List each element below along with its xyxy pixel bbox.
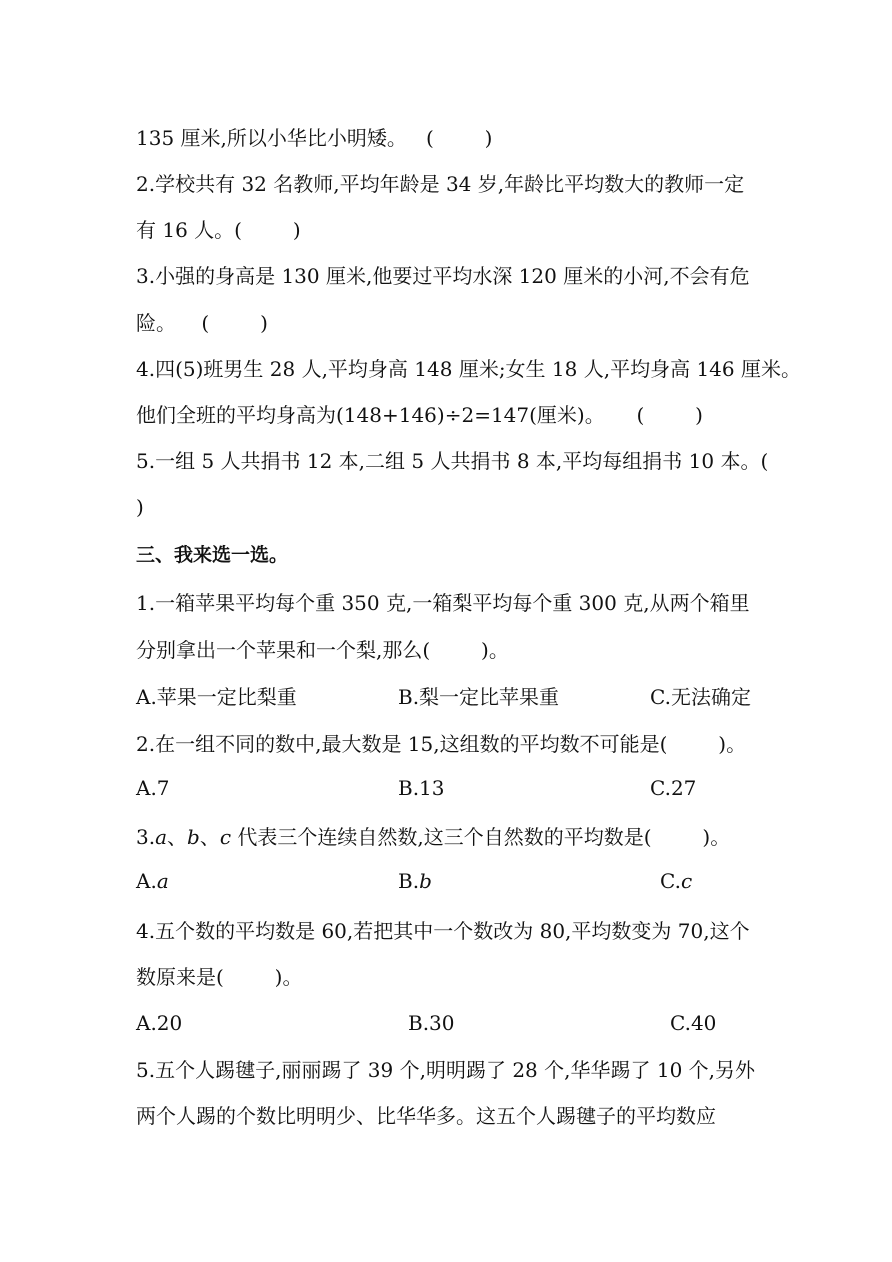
choice-q4-option-a: A.20 bbox=[136, 1011, 183, 1035]
choice-q1-option-a: A.苹果一定比梨重 bbox=[136, 685, 297, 709]
choice-q5-line1: 5.五个人踢毽子,丽丽踢了 39 个,明明踢了 28 个,华华踢了 10 个,另外 bbox=[136, 1058, 756, 1082]
q3-sep1: 、 bbox=[167, 825, 188, 849]
judge-q2-line2: 有 16 人。( ) bbox=[136, 218, 301, 242]
q3-var-a: a bbox=[155, 825, 168, 849]
judge-q3-line2: 险。 ( ) bbox=[136, 311, 268, 335]
judge-q2-line1: 2.学校共有 32 名教师,平均年龄是 34 岁,年龄比平均数大的教师一定 bbox=[136, 172, 745, 196]
choice-q3-option-a bbox=[136, 868, 169, 894]
judge-q4-line1: 4.四(5)班男生 28 人,平均身高 148 厘米;女生 18 人,平均身高 146 厘米。 bbox=[136, 357, 801, 381]
section-heading: 三、我来选一选。 bbox=[136, 544, 289, 566]
choice-q2-option-b: B.13 bbox=[398, 776, 445, 800]
choice-q2-option-a: A.7 bbox=[136, 776, 170, 800]
choice-q2-option-c: C.27 bbox=[650, 776, 697, 800]
choice-q4-line2: 数原来是( )。 bbox=[136, 965, 303, 989]
q3-sep2: 、 bbox=[199, 825, 220, 849]
choice-q4-line1: 4.五个数的平均数是 60,若把其中一个数改为 80,平均数变为 70,这个 bbox=[136, 919, 750, 943]
q3-option-c-label: C. bbox=[660, 869, 681, 893]
judge-q5-line1: 5.一组 5 人共捐书 12 本,二组 5 人共捐书 8 本,平均每组捐书 10 本。( bbox=[136, 449, 769, 473]
choice-q3-option-b bbox=[398, 868, 432, 894]
choice-q4-option-c: C.40 bbox=[670, 1011, 717, 1035]
judge-q4-line2: 他们全班的平均身高为(148+146)÷2=147(厘米)。 ( ) bbox=[136, 403, 703, 427]
q3-prefix: 3. bbox=[136, 825, 156, 849]
q3-var-b: b bbox=[187, 825, 200, 849]
q3-rest: 代表三个连续自然数,这三个自然数的平均数是( )。 bbox=[231, 825, 731, 849]
choice-q5-line2: 两个人踢的个数比明明少、比华华多。这五个人踢毽子的平均数应 bbox=[136, 1104, 716, 1128]
q3-option-c-var: c bbox=[680, 869, 693, 893]
q3-option-a-var: a bbox=[156, 869, 169, 893]
choice-q4-option-b: B.30 bbox=[408, 1011, 455, 1035]
judge-q3-line1: 3.小强的身高是 130 厘米,他要过平均水深 120 厘米的小河,不会有危 bbox=[136, 264, 750, 288]
choice-q1-line1: 1.一箱苹果平均每个重 350 克,一箱梨平均每个重 300 克,从两个箱里 bbox=[136, 591, 750, 615]
choice-q3-option-c bbox=[660, 868, 692, 894]
q3-var-c: c bbox=[219, 825, 232, 849]
judge-q5-line2: ) bbox=[136, 495, 144, 519]
judge-q1-tail: 135 厘米,所以小华比小明矮。 ( ) bbox=[136, 126, 493, 150]
q3-option-b-label: B. bbox=[398, 869, 420, 893]
choice-q1-option-c: C.无法确定 bbox=[650, 685, 751, 709]
q3-option-b-var: b bbox=[419, 869, 432, 893]
choice-q1-option-b: B.梨一定比苹果重 bbox=[398, 685, 560, 709]
choice-q2: 2.在一组不同的数中,最大数是 15,这组数的平均数不可能是( )。 bbox=[136, 732, 747, 756]
choice-q3 bbox=[136, 824, 852, 850]
q3-option-a-label: A. bbox=[136, 869, 157, 893]
choice-q1-line2: 分别拿出一个苹果和一个梨,那么( )。 bbox=[136, 638, 509, 662]
